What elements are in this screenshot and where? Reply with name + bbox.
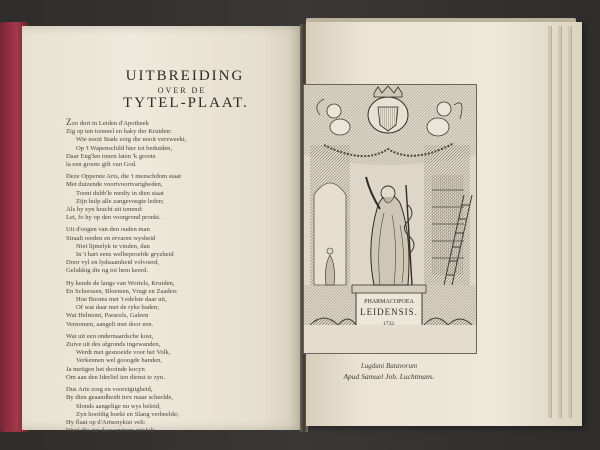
poem-line: Zyn hoofdig hoekt en Slang verbeelde; — [76, 410, 179, 418]
plate-year: 1732. — [382, 321, 396, 327]
poem-line: Verkennen wel gooogde handen, — [76, 357, 163, 365]
caption-imprint: Apud Samuel Joh. Luchtmans. — [343, 372, 435, 381]
poem-line: Werdt met gesnoeide voor het Volk, — [76, 349, 171, 357]
poem-line: la een groote gift van God. — [66, 161, 137, 169]
poem-line: Gelukkig die ng tot hem keerd. — [66, 267, 149, 275]
plate-title-line-1: PHARMACOPOEA — [364, 299, 414, 305]
poem-line: Dus Arte zorg en voorzigtigheid, — [66, 386, 153, 394]
page-edge — [558, 26, 562, 418]
poem-line: Wee! die zig daar omtrem misfalt. — [66, 427, 156, 435]
poem-line: Hy kende de langs van Wortels, Kruiden, — [66, 279, 175, 287]
poem-line: By dien geaandheidt trex maar scheelde, — [66, 394, 173, 402]
poem — [66, 118, 298, 435]
poem-line: Niet lijmelyk te vinden, dan — [76, 242, 150, 250]
poem-stanza — [66, 118, 298, 169]
poem-line: Zuive uit des afgronds ingewanden, — [66, 341, 161, 349]
poem-line: Toont dubb'le mediy in dien staat — [76, 189, 164, 197]
signature: W. M. Med. Doct. — [221, 439, 280, 448]
poem-line: Daar Eng'len tonen laten 'k groote — [66, 152, 156, 160]
heading-line-2: OVER DE — [157, 86, 207, 95]
poem-line: Als hy zyn kracht uit tonend: — [66, 206, 143, 214]
poem-stanza — [66, 280, 298, 329]
page-edge — [548, 26, 552, 418]
poem-line: In 't hart eens welbeproefde gryzheid — [76, 251, 174, 259]
poem-line: Om aan den Iderliel ten dienst te zyn. — [66, 373, 165, 381]
poem-line: Vernomen, aangelt met door een. — [66, 320, 154, 328]
poem-stanza — [66, 333, 298, 382]
poem-line: Wie nooit Stads zorg die nooit verzweekt, — [76, 136, 187, 144]
poem-line: En Schorssen, Bloemen, Vrugt en Zaaden: — [66, 287, 178, 295]
poem-line: Straalt reeden en ervaren wysheid — [66, 234, 156, 242]
poem-line: Deze Opperste Arts, die 't menschdom staat — [66, 173, 181, 181]
frontispiece-engraving — [303, 84, 477, 354]
heading-line-3: TYTEL-PLAAT. — [123, 95, 249, 111]
poem-line: Zoo dort in Leiden d'Apotheek — [66, 117, 149, 127]
poem-line: Ja metigen het dooinde kocyn — [66, 365, 145, 373]
poem-line: Of wat daar met de ryke baden; — [76, 304, 160, 312]
poem-stanza — [66, 173, 298, 222]
poem-line: Door vyl en lydsaamheid volvoerd, — [66, 259, 160, 267]
plate-title-line-2: LEIDENSIS. — [360, 307, 418, 317]
poem-line: Uit d'oogen van den ouden man — [66, 226, 150, 234]
poem-line: Zijn hulp alle zangevoegte leden; — [76, 197, 164, 205]
page-edge — [568, 26, 572, 418]
heading-line-1: UITBREIDING — [125, 68, 245, 84]
poem-stanza — [66, 226, 298, 275]
poem-line: Hy flaat op d'Artsenykist velt: — [66, 418, 146, 426]
poem-line: Met duizende voortvoortvarigheden, — [66, 181, 163, 189]
poem-line: Wat uit een ondernaardsche kost, — [66, 332, 154, 340]
caption-place: Lugduni Batavorum — [360, 362, 418, 370]
engraving-illustration — [304, 85, 476, 353]
poem-stanza — [66, 386, 298, 435]
left-page-text — [66, 68, 298, 447]
poem-line: Zig op ten tooneel en baky der Kruiden: — [66, 128, 172, 136]
poem-line: Op 't Wapenschild hier tot beduiden, — [76, 144, 173, 152]
poem-line: Slonds aangelige nu wys beleid, — [76, 402, 161, 410]
left-page — [22, 26, 302, 448]
poem-line: Let, fo hy op den voorgrond pronkt. — [66, 214, 161, 222]
poem-line: Wat Helmont, Paracels, Galeen — [66, 312, 149, 320]
poem-line: Hoe Booms met 't edelste daar uit, — [76, 296, 167, 304]
